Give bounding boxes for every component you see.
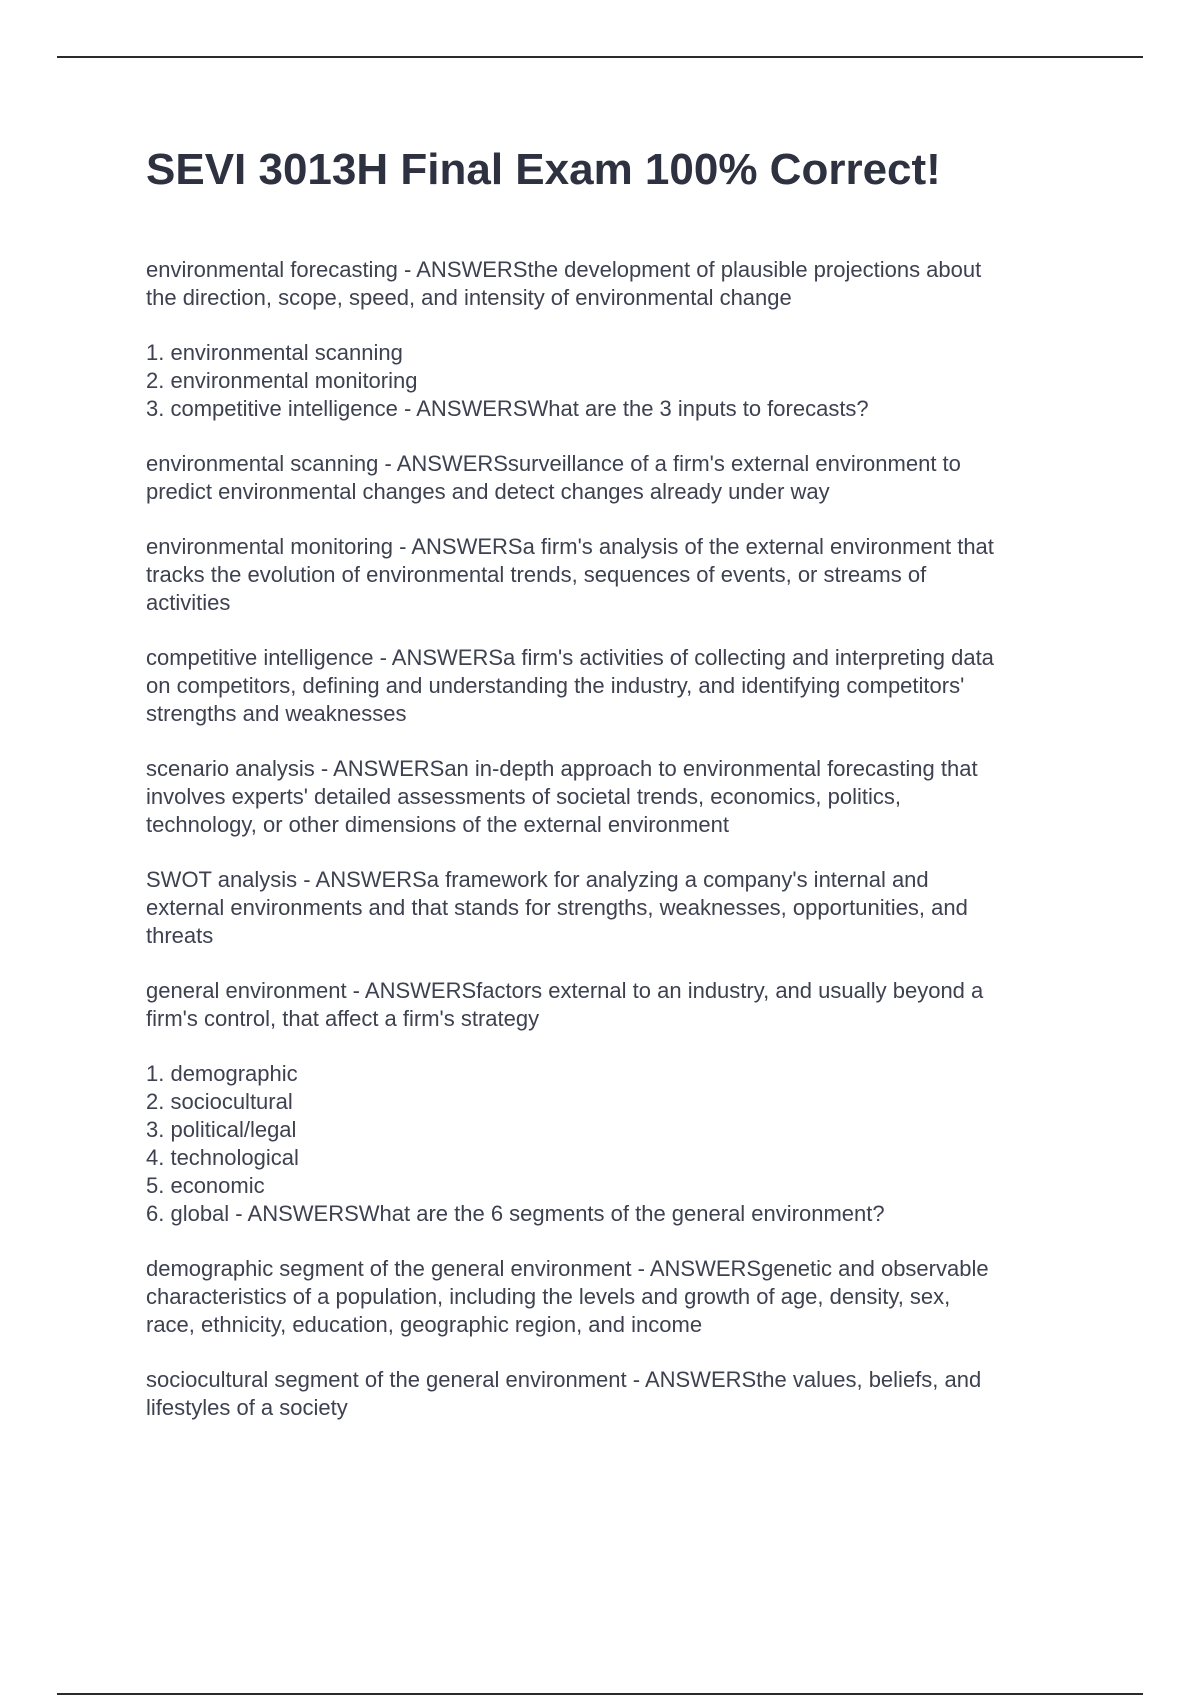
qa-entry xyxy=(146,533,1086,617)
entry-line: threats xyxy=(146,923,214,948)
entry-line: environmental scanning - ANSWERSsurveillance of a firm's external environment to xyxy=(146,451,961,476)
entry-line: technology, or other dimensions of the external environment xyxy=(146,812,729,837)
entry-line: 6. global - ANSWERSWhat are the 6 segments of the general environment? xyxy=(146,1201,885,1226)
bottom-divider xyxy=(57,1693,1143,1695)
qa-entry xyxy=(146,1366,1086,1422)
entry-line: SWOT analysis - ANSWERSa framework for analyzing a company's internal and xyxy=(146,867,929,892)
entry-line: firm's control, that affect a firm's strategy xyxy=(146,1006,540,1031)
qa-entry xyxy=(146,256,1086,312)
qa-entry xyxy=(146,339,1086,423)
entry-line: 3. competitive intelligence - ANSWERSWhat are the 3 inputs to forecasts? xyxy=(146,396,869,421)
entry-line: 1. demographic xyxy=(146,1061,298,1086)
entry-line: 1. environmental scanning xyxy=(146,340,403,365)
entry-line: activities xyxy=(146,590,231,615)
entry-line: sociocultural segment of the general environment - ANSWERSthe values, beliefs, and xyxy=(146,1367,982,1392)
top-divider xyxy=(57,56,1143,58)
entry-line: characteristics of a population, including the levels and growth of age, density, sex, xyxy=(146,1284,951,1309)
entry-line: demographic segment of the general environment - ANSWERSgenetic and observable xyxy=(146,1256,989,1281)
page-title: SEVI 3013H Final Exam 100% Correct! xyxy=(146,145,941,194)
entry-line: predict environmental changes and detect changes already under way xyxy=(146,479,830,504)
entry-line: external environments and that stands for strengths, weaknesses, opportunities, and xyxy=(146,895,968,920)
qa-entry xyxy=(146,1255,1086,1339)
entry-line: environmental forecasting - ANSWERSthe development of plausible projections about xyxy=(146,257,982,282)
entry-line: 3. political/legal xyxy=(146,1117,297,1142)
document-body xyxy=(146,256,1086,1449)
entry-line: scenario analysis - ANSWERSan in-depth approach to environmental forecasting that xyxy=(146,756,978,781)
entry-line: 2. environmental monitoring xyxy=(146,368,418,393)
entry-line: 2. sociocultural xyxy=(146,1089,293,1114)
entry-line: general environment - ANSWERSfactors external to an industry, and usually beyond a xyxy=(146,978,984,1003)
qa-entry xyxy=(146,450,1086,506)
entry-line: 4. technological xyxy=(146,1145,299,1170)
qa-entry xyxy=(146,977,1086,1033)
entry-line: race, ethnicity, education, geographic region, and income xyxy=(146,1312,703,1337)
entry-line: environmental monitoring - ANSWERSa firm's analysis of the external environment that xyxy=(146,534,994,559)
entry-line: strengths and weaknesses xyxy=(146,701,407,726)
qa-entry xyxy=(146,755,1086,839)
qa-entry xyxy=(146,644,1086,728)
entry-line: the direction, scope, speed, and intensity of environmental change xyxy=(146,285,792,310)
entry-line: lifestyles of a society xyxy=(146,1395,348,1420)
qa-entry xyxy=(146,1060,1086,1228)
entry-line: 5. economic xyxy=(146,1173,265,1198)
entry-line: involves experts' detailed assessments of societal trends, economics, politics, xyxy=(146,784,901,809)
entry-line: on competitors, defining and understanding the industry, and identifying competitors' xyxy=(146,673,965,698)
entry-line: competitive intelligence - ANSWERSa firm's activities of collecting and interpreting data xyxy=(146,645,994,670)
qa-entry xyxy=(146,866,1086,950)
entry-line: tracks the evolution of environmental trends, sequences of events, or streams of xyxy=(146,562,927,587)
